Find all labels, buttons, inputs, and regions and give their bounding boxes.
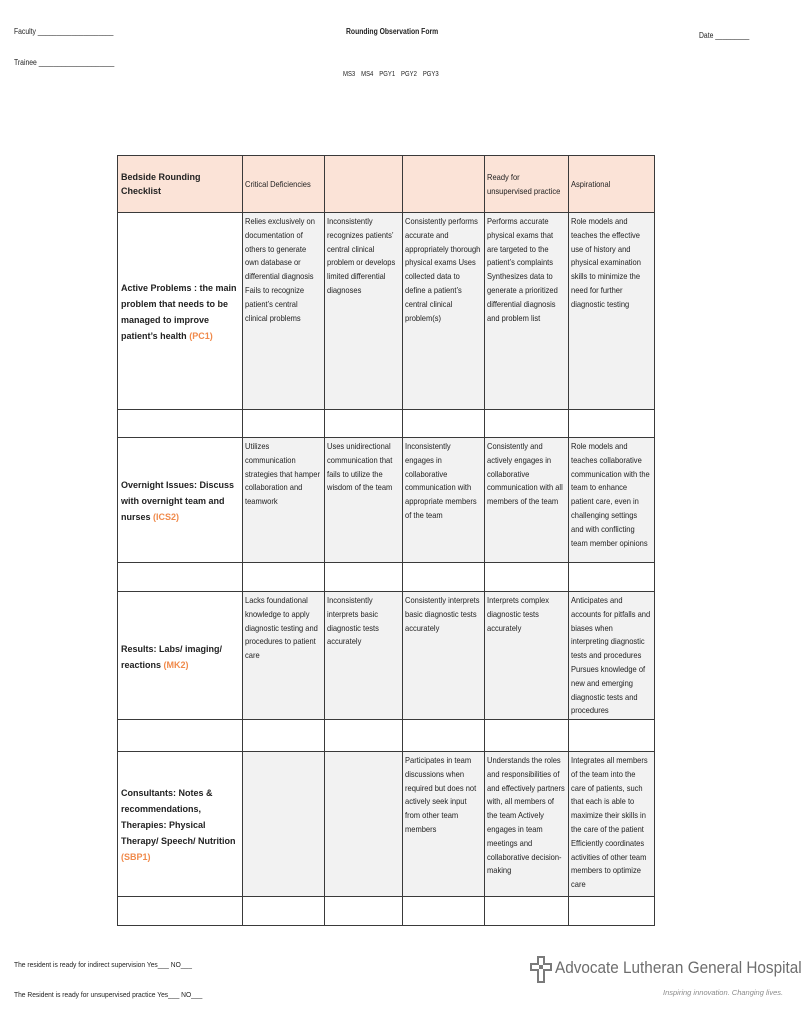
table-cell[interactable]: Interprets complex diagnostic tests accurately xyxy=(485,592,569,720)
header-level-2 xyxy=(325,156,403,213)
table-cell[interactable]: Role models and teaches the effective use of history and physical examination skills to minimize the need for further diagnostic testing xyxy=(569,213,655,410)
table-cell[interactable]: Integrates all members of the team into the care of patients, such that each is able to maximize their skills in the care of the patient Efficiently coordinates activities of other team members to optimize care xyxy=(569,752,655,897)
training-levels: MS3 MS4 PGY1 PGY2 PGY3 xyxy=(343,71,439,78)
table-cell[interactable]: Understands the roles and responsibilities of and effectively partners with, all members of the team Actively engages in team meetings and collaborative decision-making xyxy=(485,752,569,897)
row-label: Overnight Issues: Discuss with overnight team and nurses (ICS2) xyxy=(118,438,243,563)
header-ready-unsupervised: Ready for unsupervised practice xyxy=(485,156,569,213)
table-cell[interactable]: Inconsistently engages in collaborative communication with appropriate members of the team xyxy=(403,438,485,563)
table-cell[interactable]: Consistently performs accurate and appropriately thorough physical exams Uses collected data to define a patient’s central clinical problem(s) xyxy=(403,213,485,410)
table-cell[interactable]: Uses unidirectional communication that fails to utilize the wisdom of the team xyxy=(325,438,403,563)
hospital-tagline: Inspiring innovation. Changing lives. xyxy=(663,988,784,997)
notes-row[interactable] xyxy=(118,720,655,752)
table-row xyxy=(118,752,655,897)
form-title: Rounding Observation Form xyxy=(346,27,439,36)
notes-cell[interactable] xyxy=(243,897,325,926)
table-cell[interactable]: Relies exclusively on documentation of others to generate own database or differential diagnosis Fails to recognize patient’s central clinical problems xyxy=(243,213,325,410)
notes-row[interactable] xyxy=(118,563,655,592)
notes-row[interactable] xyxy=(118,410,655,438)
notes-cell[interactable] xyxy=(118,897,243,926)
notes-cell[interactable] xyxy=(403,720,485,752)
table-cell[interactable]: Lacks foundational knowledge to apply diagnostic testing and procedures to patient care xyxy=(243,592,325,720)
table-cell[interactable] xyxy=(325,752,403,897)
notes-cell[interactable] xyxy=(325,563,403,592)
table-cell[interactable]: Performs accurate physical exams that are targeted to the patient’s complaints Synthesizes data to generate a prioritized differential diagnosis and problem list xyxy=(485,213,569,410)
notes-cell[interactable] xyxy=(325,410,403,438)
notes-cell[interactable] xyxy=(485,410,569,438)
notes-cell[interactable] xyxy=(403,563,485,592)
notes-cell[interactable] xyxy=(118,720,243,752)
table-cell[interactable]: Consistently and actively engages in collaborative communication with all members of the team xyxy=(485,438,569,563)
notes-cell[interactable] xyxy=(403,410,485,438)
notes-cell[interactable] xyxy=(118,410,243,438)
table-cell[interactable]: Participates in team discussions when required but does not actively seek input from other team members xyxy=(403,752,485,897)
notes-cell[interactable] xyxy=(485,720,569,752)
notes-row[interactable] xyxy=(118,897,655,926)
trainee-field[interactable]: Trainee ____________________ xyxy=(14,58,115,67)
table-header-row xyxy=(118,156,655,213)
competency-code: (ICS2) xyxy=(153,512,180,522)
row-label: Active Problems : the main problem that needs to be managed to improve patient’s health (PC1) xyxy=(118,213,243,410)
table-cell[interactable]: Inconsistently recognizes patients’ central clinical problem or develops limited differential diagnoses xyxy=(325,213,403,410)
row-label: Results: Labs/ imaging/ reactions (MK2) xyxy=(118,592,243,720)
notes-cell[interactable] xyxy=(569,410,655,438)
notes-cell[interactable] xyxy=(243,410,325,438)
hospital-cross-icon xyxy=(529,955,553,990)
notes-cell[interactable] xyxy=(485,563,569,592)
rounding-checklist-table xyxy=(117,155,655,926)
row-label: Consultants: Notes & recommendations, Therapies: Physical Therapy/ Speech/ Nutrition (SBP1) xyxy=(118,752,243,897)
table-cell[interactable]: Utilizes communication strategies that hamper collaboration and teamwork xyxy=(243,438,325,563)
notes-cell[interactable] xyxy=(118,563,243,592)
table-row xyxy=(118,438,655,563)
competency-code: (MK2) xyxy=(163,659,189,670)
table-row xyxy=(118,592,655,720)
table-cell[interactable]: Consistently interprets basic diagnostic tests accurately xyxy=(403,592,485,720)
date-field[interactable]: Date _________ xyxy=(699,31,750,40)
header-aspirational: Aspirational xyxy=(569,156,655,213)
notes-cell[interactable] xyxy=(243,720,325,752)
header-checklist: Bedside Rounding Checklist xyxy=(118,156,243,213)
faculty-field[interactable]: Faculty ____________________ xyxy=(14,27,114,36)
hospital-name: Advocate Lutheran General Hospital xyxy=(555,958,802,977)
header-level-3 xyxy=(403,156,485,213)
table-row xyxy=(118,213,655,410)
notes-cell[interactable] xyxy=(569,720,655,752)
notes-cell[interactable] xyxy=(243,563,325,592)
competency-code: (SBP1) xyxy=(121,852,151,862)
table-cell[interactable]: Role models and teaches collaborative communication with the team to enhance patient care, even in challenging settings and with conflicting team member opinions xyxy=(569,438,655,563)
unsupervised-practice-line[interactable]: The Resident is ready for unsupervised practice Yes___ NO___ xyxy=(14,990,203,999)
table-cell[interactable] xyxy=(243,752,325,897)
competency-code: (PC1) xyxy=(189,331,213,341)
notes-cell[interactable] xyxy=(325,897,403,926)
notes-cell[interactable] xyxy=(403,897,485,926)
table-cell[interactable]: Anticipates and accounts for pitfalls and biases when interpreting diagnostic tests and procedures Pursues knowledge of new and emerging diagnostic tests and procedures xyxy=(569,592,655,720)
notes-cell[interactable] xyxy=(569,563,655,592)
indirect-supervision-line[interactable]: The resident is ready for indirect supervision Yes___ NO___ xyxy=(14,960,192,969)
header-critical-deficiencies: Critical Deficiencies xyxy=(243,156,325,213)
notes-cell[interactable] xyxy=(569,897,655,926)
notes-cell[interactable] xyxy=(485,897,569,926)
table-cell[interactable]: Inconsistently interprets basic diagnostic tests accurately xyxy=(325,592,403,720)
notes-cell[interactable] xyxy=(325,720,403,752)
